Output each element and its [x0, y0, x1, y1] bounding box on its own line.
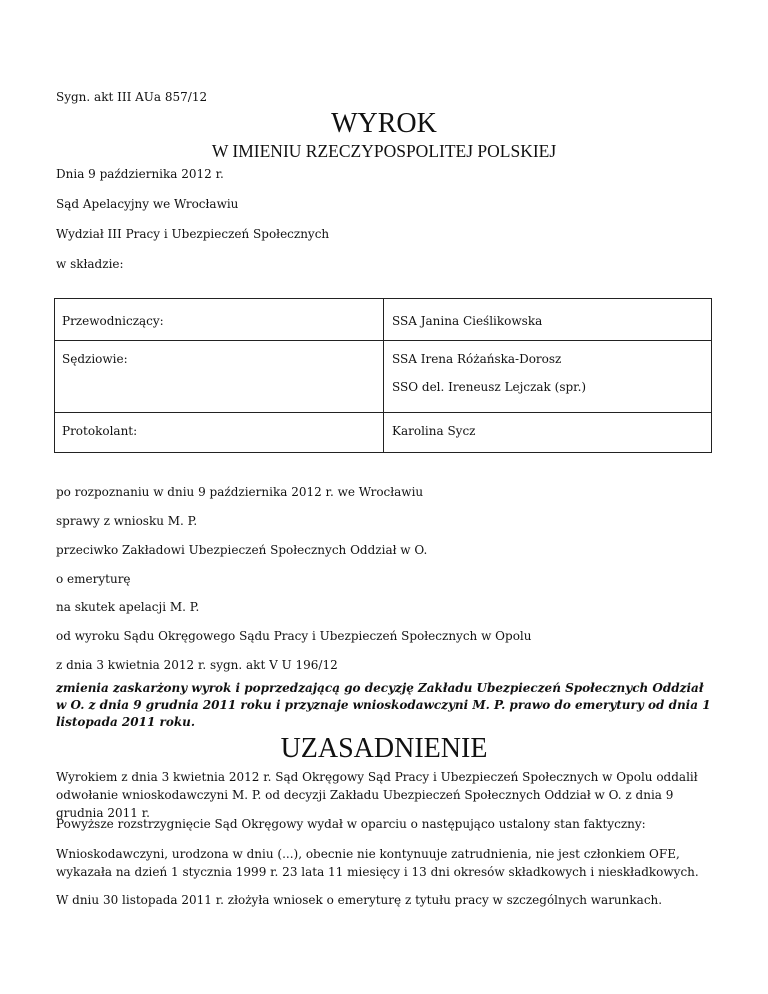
- clerk-name: Karolina Sycz: [392, 424, 476, 438]
- proceedings-line: od wyroku Sądu Okręgowego Sądu Pracy i Ubezpieczeń Społecznych w Opolu: [56, 629, 532, 643]
- judgment-title: WYROK: [331, 108, 437, 139]
- composition-table: [54, 298, 712, 453]
- proceedings-line: po rozpoznaniu w dniu 9 października 2012 r. we Wrocławiu: [56, 485, 424, 499]
- judgment-sentence: zmienia zaskarżony wyrok i poprzedzającą go decyzję Zakładu Ubezpieczeń Społecznych Oddział w O. z dnia 9 grudnia 2011 roku i przyznaje wnioskodawczyni M. P. prawo do emerytury od dnia 1 listopada 2011 roku.: [56, 681, 711, 729]
- judge-name-2: SSO del. Ireneusz Lejczak (spr.): [392, 380, 587, 394]
- proceedings-line: na skutek apelacji M. P.: [56, 600, 200, 614]
- judge-name-1: SSA Irena Różańska-Dorosz: [392, 352, 562, 366]
- table-column-divider: [383, 299, 384, 452]
- table-row-divider: [55, 340, 711, 341]
- composition-label: w składzie:: [56, 257, 124, 271]
- justification-paragraph: Wyrokiem z dnia 3 kwietnia 2012 r. Sąd Okręgowy Sąd Pracy i Ubezpieczeń Społecznych w Opolu oddalił odwołanie wnioskodawczyni M. P. od decyzji Zakładu Ubezpieczeń Społecznych Oddział w O. z dnia 9 grudnia 2011 r.: [56, 770, 698, 820]
- clerk-label: Protokolant:: [62, 424, 138, 438]
- justification-title: UZASADNIENIE: [280, 733, 488, 764]
- presiding-judge-name: SSA Janina Cieślikowska: [392, 314, 543, 328]
- court-name: Sąd Apelacyjny we Wrocławiu: [56, 197, 239, 211]
- proceedings-line: sprawy z wniosku M. P.: [56, 514, 198, 528]
- presiding-label: Przewodniczący:: [62, 314, 164, 328]
- judges-label: Sędziowie:: [62, 352, 128, 366]
- proceedings-line: przeciwko Zakładowi Ubezpieczeń Społecznych Oddział w O.: [56, 543, 428, 557]
- proceedings-line: z dnia 3 kwietnia 2012 r. sygn. akt V U 196/12: [56, 658, 338, 672]
- case-number: Sygn. akt III AUa 857/12: [56, 90, 208, 104]
- court-division: Wydział III Pracy i Ubezpieczeń Społecznych: [56, 227, 330, 241]
- justification-paragraph: W dniu 30 listopada 2011 r. złożyła wniosek o emeryturę z tytułu pracy w szczególnych warunkach.: [56, 893, 663, 907]
- justification-paragraph: Wnioskodawczyni, urodzona w dniu (...), obecnie nie kontynuuje zatrudnienia, nie jest członkiem OFE, wykazała na dzień 1 stycznia 1999 r. 23 lata 11 miesięcy i 13 dni okresów składkowych i nieskładkowych.: [56, 847, 699, 879]
- judgment-date: Dnia 9 października 2012 r.: [56, 167, 224, 181]
- justification-paragraph: Powyższe rozstrzygnięcie Sąd Okręgowy wydał w oparciu o następująco ustalony stan faktyczny:: [56, 817, 646, 831]
- table-row-divider: [55, 412, 711, 413]
- judgment-subtitle: W IMIENIU RZECZYPOSPOLITEJ POLSKIEJ: [211, 141, 557, 161]
- proceedings-line: o emeryturę: [56, 572, 131, 586]
